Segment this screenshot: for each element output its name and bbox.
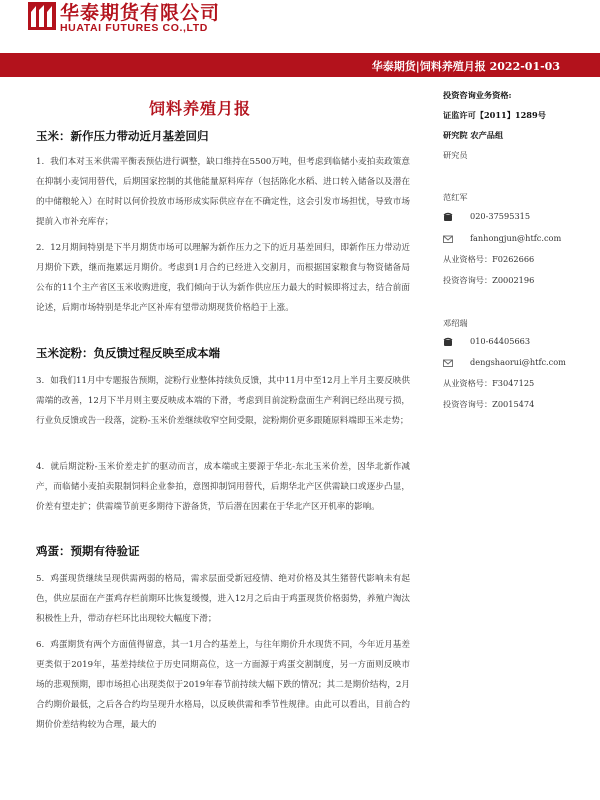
paragraph-text: 我们本对玉米供需平衡表预估进行调整，缺口维持在5500万吨，但考虑到临储小麦拍卖政策意在抑制小麦饲用替代，后期国家控制的其他能量原料库存（包括陈化水稻、进口转入储备以及潜在的中储粮轮入）在时时以何价投放市场形成实际供应存在不确定性，这会引发市场担忧，导致市场提前入市补充库存； [36,157,410,227]
analyst-phone: 020-37595315 [470,211,531,221]
section-heading-egg: 鸡蛋：预期有待验证 [36,544,140,558]
analyst-email[interactable]: fanhongjun@htfc.com [470,233,562,243]
qualification-heading: 投资咨询业务资格: [443,90,512,100]
paragraph-number: 5. [36,574,45,584]
brand-name-cn: 华泰期货有限公司 [60,2,221,24]
analyst-email[interactable]: dengshaorui@htfc.com [470,357,566,367]
paragraph-number: 2. [36,243,45,253]
paragraph-number: 4. [36,462,45,472]
brand-name-en: HUATAI FUTURES CO.,LTD [60,22,208,34]
header-band-text: 华泰期货|饲料养殖月报 2022-01-03 [371,60,560,73]
paragraph-text: 如我们11月中专题报告预期，淀粉行业整体持续负反馈，其中11月中至12月上半月主要反映供需端的改善，12月下半月则主要反映成本端的下滑，考虑到目前淀粉盘面生产利润已经出现亏损，行业负反馈或告一段落，淀粉-玉米价差继续收窄空间受限，淀粉期价更多跟随原料端即玉米走势； [36,376,410,426]
section-heading-starch: 玉米淀粉：负反馈过程反映至成本端 [36,346,220,360]
phone-icon [443,212,453,222]
analyst-consult-number: 投资咨询号：Z0002196 [443,275,535,285]
qualification-cert: 证监许可【2011】1289号 [443,110,546,120]
analyst-consult-number: 投资咨询号：Z0015474 [443,399,535,409]
paragraph-text: 12月期间特别是下半月期货市场可以理解为新作压力之下的近月基差回归，即新作压力带动近月期价下跌，继而拖累远月期价。考虑到1月合约已经进入交割月，而根据国家粮食与物资储备局公布的11个主产省区玉米收购进度，我们倾向于认为新作供应压力最大的时候即将过去，结合前面论述，后期市场特别是华北产区补库有望带动期现货价格趋于上涨。 [36,243,410,313]
analyst-name: 范红军 [443,192,468,202]
paragraph-text: 鸡蛋现货继续呈现供需两弱的格局，需求层面受新冠疫情、绝对价格及其生猪替代影响未有起色，供应层面在产蛋鸡存栏前期环比恢复缓慢，进入12月之后由于鸡蛋现货价格弱势，养殖户淘汰积极性上升，带动存栏环比出现较大幅度下滑； [36,574,410,624]
analyst-license: 从业资格号：F3047125 [443,378,535,388]
paragraph-3 [36,371,410,431]
envelope-icon [443,358,453,368]
paragraph-text: 就后期淀粉-玉米价差走扩的驱动而言，成本端或主要源于华北-东北玉米价差，因华北新作减产，而临储小麦拍卖限制饲料企业参拍，意图抑制饲用替代，后期华北产区供需缺口或逐步凸显，价差有望走扩；供需端节前更多期待下游备货，节后潜在因素在于华北产区开机率的影响。 [36,462,410,512]
paragraph-number: 6. [36,640,45,650]
paragraph-1 [36,152,410,232]
department: 研究院 农产品组 [443,130,504,140]
envelope-icon [443,234,453,244]
analyst-name: 邓绍瑞 [443,318,468,328]
role-label: 研究员 [443,150,468,160]
paragraph-4 [36,457,410,517]
analyst-phone: 010-64405663 [470,336,531,346]
paragraph-number: 3. [36,376,45,386]
phone-icon [443,337,453,347]
paragraph-text: 鸡蛋期货有两个方面值得留意，其一1月合约基差上，与往年期价升水现货不同，今年近月基差更类似于2019年，基差持续位于历史同期高位，这一方面源于鸡蛋交割制度，另一方面则反映市场的悲观预期，即市场担心出现类似于2019年春节前持续大幅下跌的情况；其二是期价结构，2月合约期价最低，之后各合约均呈现升水格局，以反映供需和季节性规律。由此可以看出，目前合约期价价差结构较为合理，最大的 [36,640,410,730]
report-header [0,0,600,50]
analyst-license: 从业资格号：F0262666 [443,254,535,264]
section-heading-corn: 玉米：新作压力带动近月基差回归 [36,129,209,143]
paragraph-2 [36,238,410,318]
paragraph-6 [36,635,410,735]
huatai-logo-icon [28,2,56,30]
paragraph-5 [36,569,410,629]
paragraph-number: 1. [36,157,45,167]
report-title: 饲料养殖月报 [148,99,251,118]
